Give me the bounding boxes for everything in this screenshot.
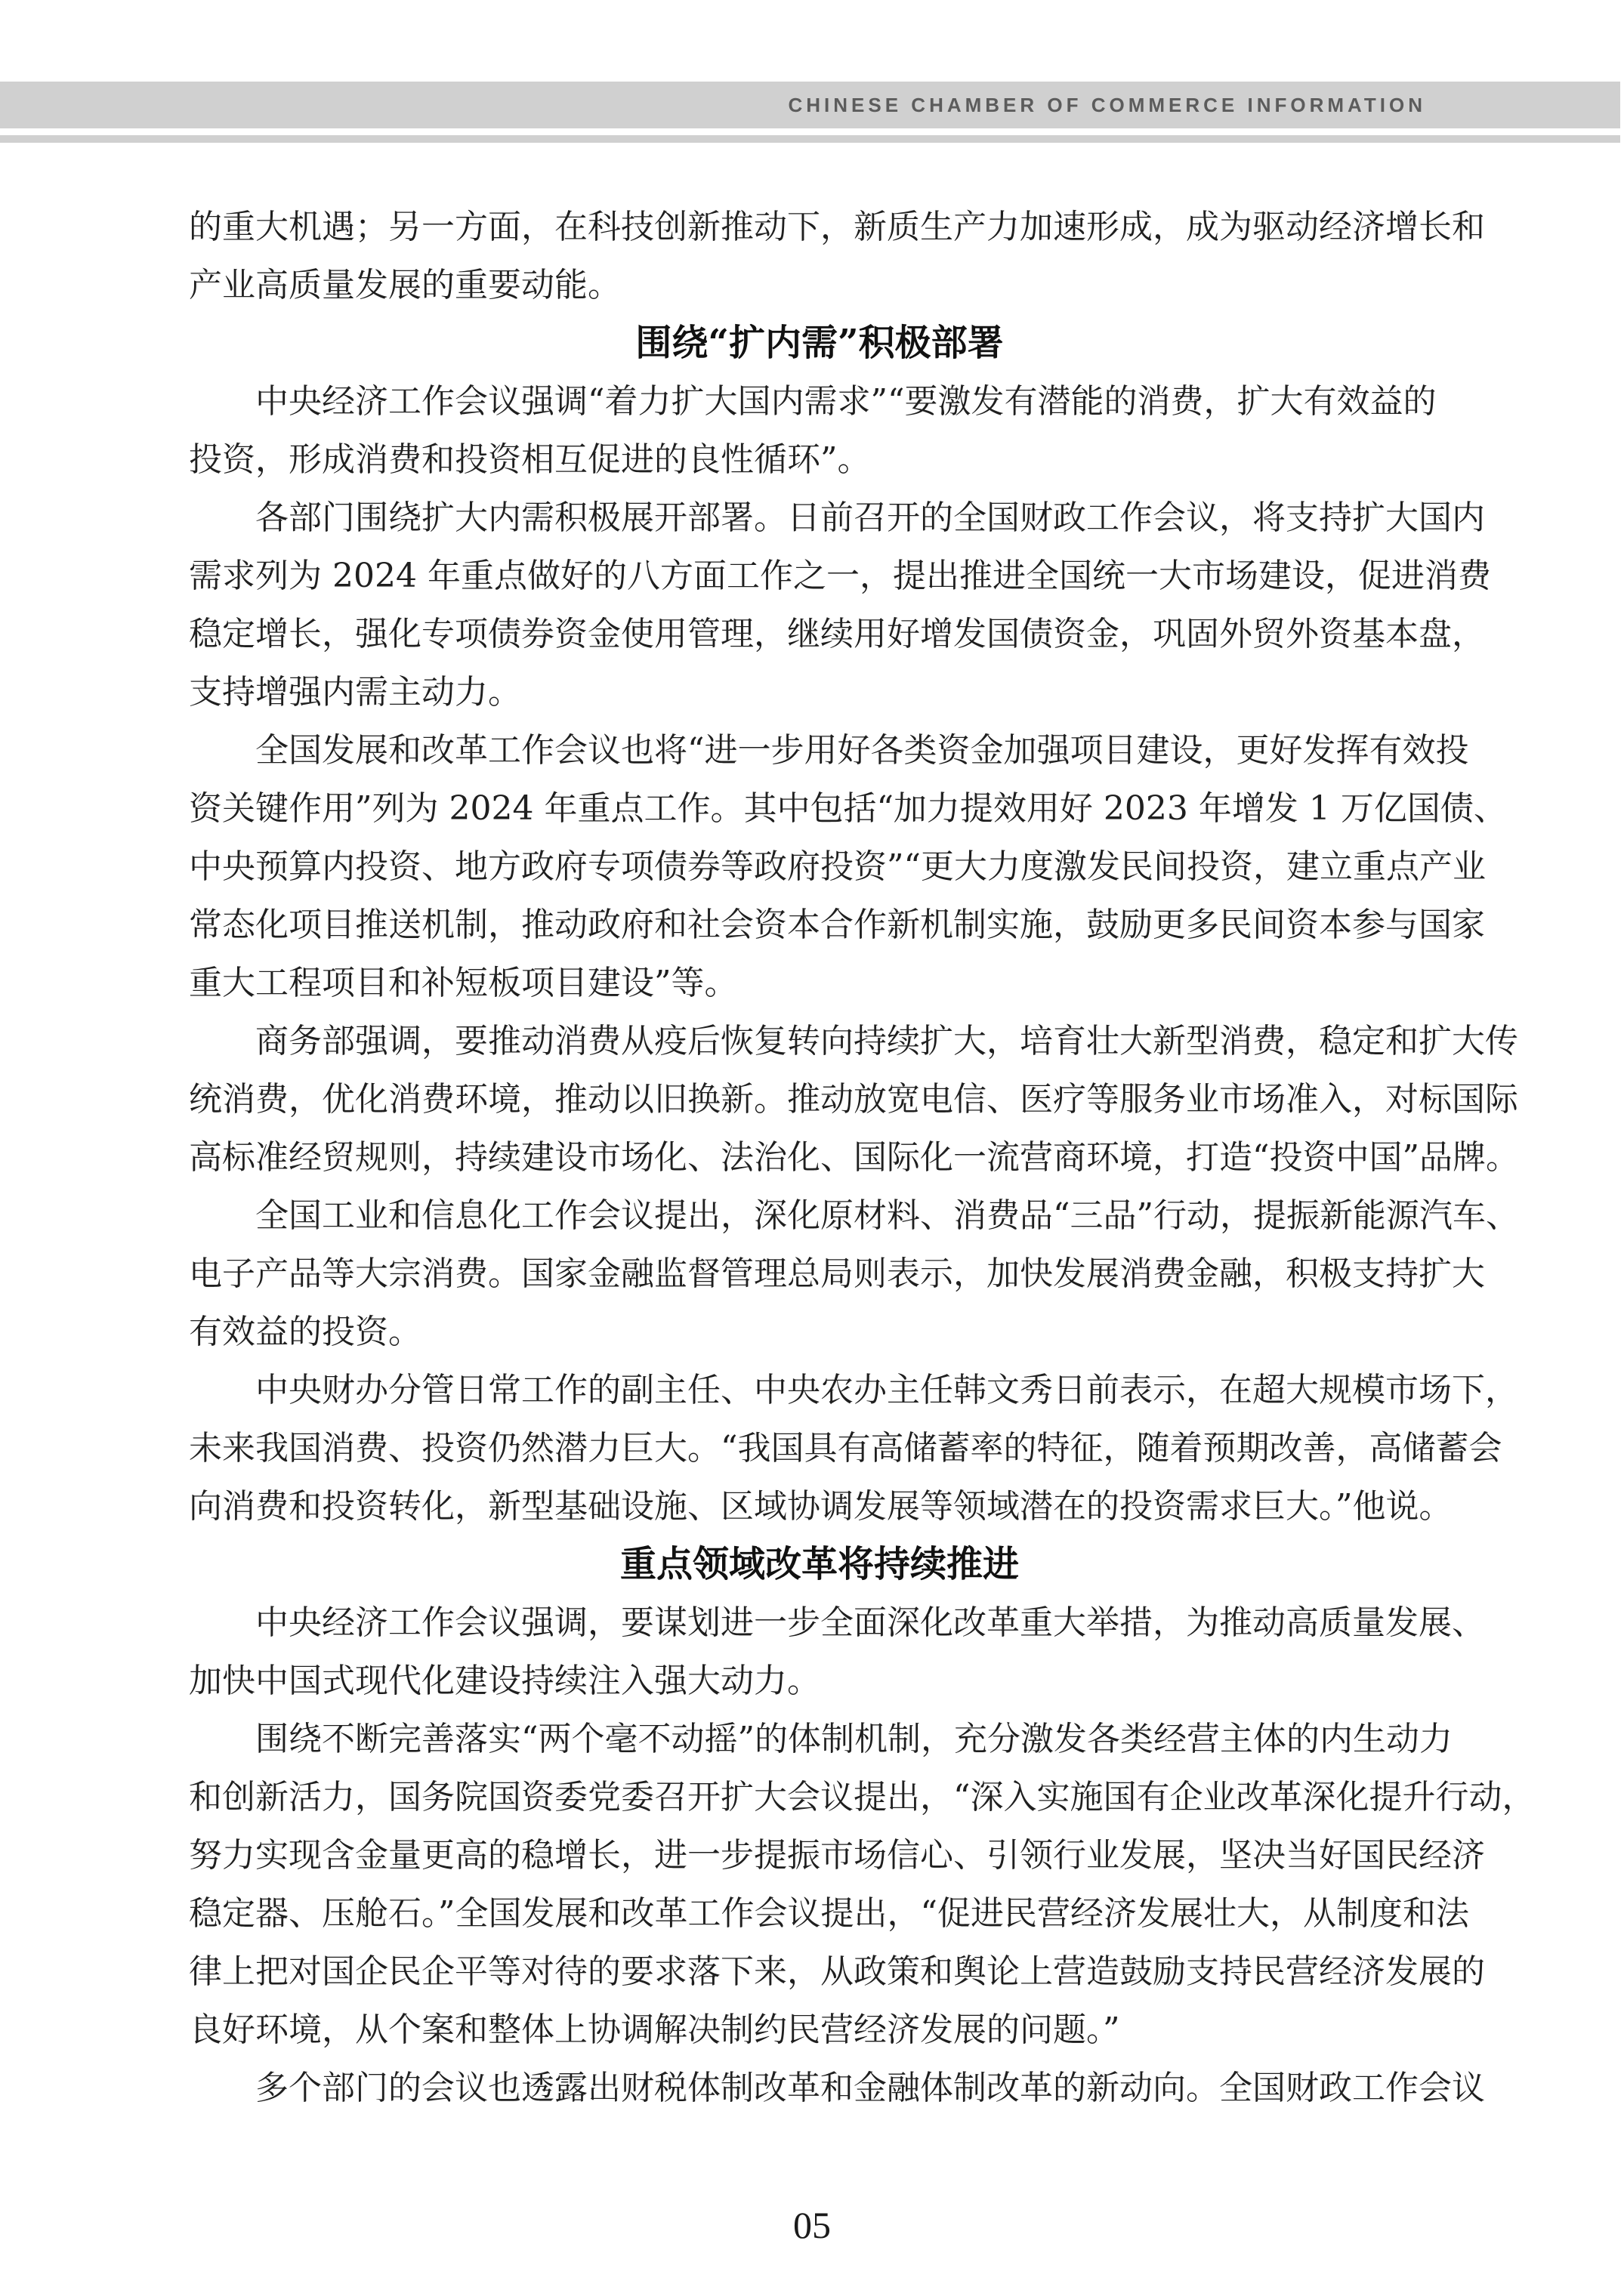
page-number: 05 <box>793 2204 831 2246</box>
body-line: 支持增强内需主动力。 <box>189 673 521 711</box>
body-line: 各部门围绕扩大内需积极展开部署。日前召开的全国财政工作会议，将支持扩大国内 <box>255 498 1485 537</box>
body-line: 常态化项目推送机制，推动政府和社会资本合作新机制实施，鼓励更多民间资本参与国家 <box>189 906 1485 944</box>
body-line: 统消费，优化消费环境，推动以旧换新。推动放宽电信、医疗等服务业市场准入，对标国际 <box>189 1080 1518 1119</box>
body-line: 中央预算内投资、地方政府专项债券等政府投资”“更大力度激发民间投资，建立重点产业 <box>189 847 1486 886</box>
body-line: 资关键作用”列为 2024 年重点工作。其中包括“加力提效用好 2023 年增发 1 万亿国债、 <box>189 789 1507 828</box>
body-line: 全国发展和改革工作会议也将“进一步用好各类资金加强项目建设，更好发挥有效投 <box>255 731 1469 770</box>
body-line: 的重大机遇；另一方面，在科技创新推动下，新质生产力加速形成，成为驱动经济增长和 <box>189 208 1485 246</box>
body-line: 律上把对国企民企平等对待的要求落下来，从政策和舆论上营造鼓励支持民营经济发展的 <box>189 1952 1485 1991</box>
body-line: 高标准经贸规则，持续建设市场化、法治化、国际化一流营商环境，打造“投资中国”品牌。 <box>189 1138 1519 1177</box>
body-line: 稳定器、压舱石。”全国发展和改革工作会议提出，“促进民营经济发展壮大，从制度和法 <box>189 1894 1469 1933</box>
body-line: 重大工程项目和补短板项目建设”等。 <box>189 964 738 1002</box>
body-line: 围绕不断完善落实“两个毫不动摇”的体制机制，充分激发各类经营主体的内生动力 <box>255 1720 1453 1758</box>
body-line: 未来我国消费、投资仍然潜力巨大。“我国具有高储蓄率的特征，随着预期改善，高储蓄会 <box>189 1429 1502 1467</box>
body-line: 中央经济工作会议强调，要谋划进一步全面深化改革重大举措，为推动高质量发展、 <box>255 1603 1485 1642</box>
section-heading: 围绕“扩内需”积极部署 <box>635 322 1004 364</box>
body-line: 加快中国式现代化建设持续注入强大动力。 <box>189 1662 820 1700</box>
body-line: 努力实现含金量更高的稳增长，进一步提振市场信心、引领行业发展，坚决当好国民经济 <box>189 1836 1485 1875</box>
body-line: 中央财办分管日常工作的副主任、中央农办主任韩文秀日前表示，在超大规模市场下， <box>255 1371 1518 1409</box>
body-line: 全国工业和信息化工作会议提出，深化原材料、消费品“三品”行动，提振新能源汽车、 <box>255 1196 1519 1235</box>
body-line: 商务部强调，要推动消费从疫后恢复转向持续扩大，培育壮大新型消费，稳定和扩大传 <box>255 1022 1518 1060</box>
body-line: 稳定增长，强化专项债券资金使用管理，继续用好增发国债资金，巩固外贸外资基本盘， <box>189 615 1485 653</box>
body-line: 良好环境，从个案和整体上协调解决制约民营经济发展的问题。” <box>189 2011 1120 2049</box>
body-line: 电子产品等大宗消费。国家金融监督管理总局则表示，加快发展消费金融，积极支持扩大 <box>189 1255 1485 1293</box>
body-line: 投资，形成消费和投资相互促进的良性循环”。 <box>189 440 871 479</box>
body-line: 产业高质量发展的重要动能。 <box>189 266 621 304</box>
body-line: 和创新活力，国务院国资委党委召开扩大会议提出，“深入实施国有企业改革深化提升行动， <box>189 1778 1536 1816</box>
body-line: 需求列为 2024 年重点做好的八方面工作之一，提出推进全国统一大市场建设，促进消费 <box>189 557 1491 595</box>
body-line: 有效益的投资。 <box>189 1313 421 1351</box>
body-line: 向消费和投资转化，新型基础设施、区域协调发展等领域潜在的投资需求巨大。”他说。 <box>189 1487 1453 1526</box>
header-subband <box>0 135 1620 143</box>
body-line: 中央经济工作会议强调“着力扩大国内需求”“要激发有潜能的消费，扩大有效益的 <box>255 382 1437 421</box>
body-line: 多个部门的会议也透露出财税体制改革和金融体制改革的新动向。全国财政工作会议 <box>255 2069 1485 2107</box>
article-body <box>189 198 1536 2117</box>
section-heading: 重点领域改革将持续推进 <box>619 1543 1019 1585</box>
header-title: CHINESE CHAMBER OF COMMERCE INFORMATION <box>788 94 1426 116</box>
